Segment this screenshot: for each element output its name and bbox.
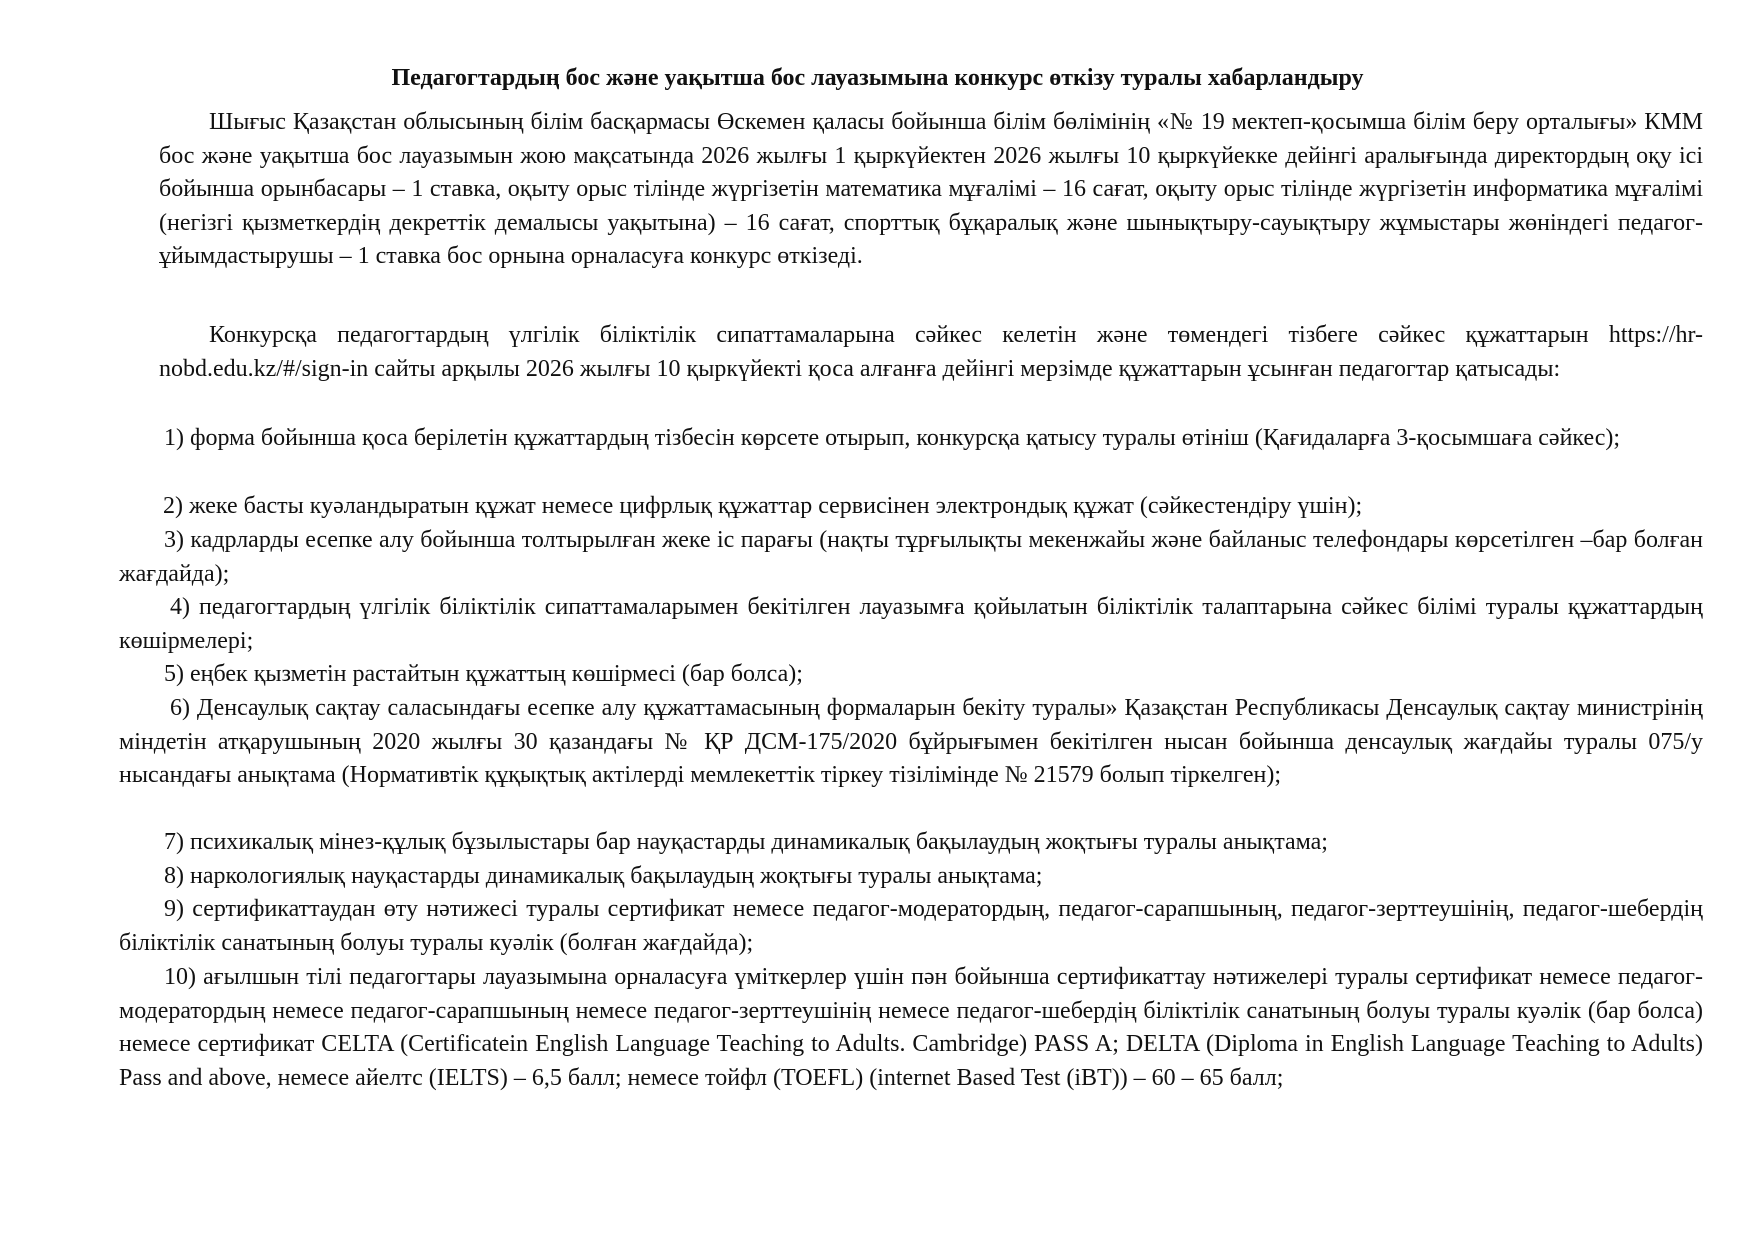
list-item: 4) педагогтардың үлгілік біліктілік сипаттамаларымен бекітілген лауазымға қойылатын біліктілік талаптарына сәйкес білімі туралы құжаттардың көшірмелері; — [119, 594, 1703, 654]
document-title: Педагогтардың бос және уақытша бос лауазымына конкурс өткізу туралы хабарландыру — [391, 65, 1364, 91]
list-item: 10) ағылшын тілі педагогтары лауазымына орналасуға үміткерлер үшін пән бойынша сертификаттау нәтижелері туралы сертификат немесе педагог-модератордың немесе педагог-сарапшының немесе педагог-зерттеушінің немесе педагог-шебердің біліктілік санатының болуы туралы куәлік (бар болса) немесе сертификат CELTA (Certificatein English Language Teaching to Adults. Cambridge) PASS A; DELTA (Diploma in English Language Teaching to Adults) Pass and above, немесе айелтс (IELTS) – 6,5 балл; немесе тойфл (TOEFL) (internet Based Test (iBT)) – 60 – 65 балл; — [119, 964, 1703, 1091]
list-item: 1) форма бойынша қоса берілетін құжаттардың тізбесін көрсете отырып, конкурсқа қатысу туралы өтініш (Қағидаларға 3-қосымшаға сәйкес); — [164, 425, 1621, 451]
list-item: 7) психикалық мінез-құлық бұзылыстары бар науқастарды динамикалық бақылаудың жоқтығы туралы анықтама; — [164, 829, 1328, 855]
list-item: 6) Денсаулық сақтау саласындағы есепке алу құжаттамасының формаларын бекіту туралы» Қазақстан Республикасы Денсаулық сақтау министрінің міндетін атқарушының 2020 жылғы 30 қазандағы № ҚР ДСМ-175/2020 бұйрығымен бекітілген нысан бойынша денсаулық жағдайы туралы 075/у нысандағы анықтама (Нормативтік құқықтық актілерді мемлекеттік тіркеу тізілімінде № 21579 болып тіркелген); — [119, 695, 1703, 789]
list-item: 8) наркологиялық науқастарды динамикалық бақылаудың жоқтығы туралы анықтама; — [164, 863, 1043, 889]
list-item: 5) еңбек қызметін растайтын құжаттың көшірмесі (бар болса); — [164, 661, 803, 687]
participants-paragraph: Конкурсқа педагогтардың үлгілік біліктілік сипаттамаларына сәйкес келетін және төмендегі тізбеге сәйкес құжаттарын https://hr-nobd.edu.kz/#/sign-in сайты арқылы 2026 жылғы 10 қыркүйекті қоса алғанға дейінгі мерзімде құжаттарын ұсынған педагогтар қатысады: — [159, 322, 1703, 382]
list-item: 3) кадрларды есепке алу бойынша толтырылған жеке іс парағы (нақты тұрғылықты мекенжайы және байланыс телефондары көрсетілген –бар болған жағдайда); — [119, 527, 1703, 587]
list-item: 2) жеке басты куәландыратын құжат немесе цифрлық құжаттар сервисінен электрондық құжат (сәйкестендіру үшін); — [163, 493, 1363, 519]
list-item: 9) сертификаттаудан өту нәтижесі туралы сертификат немесе педагог-модератордың, педагог-сарапшының, педагог-зерттеушінің, педагог-шебердің біліктілік санатының болуы туралы куәлік (болған жағдайда); — [119, 896, 1703, 956]
intro-paragraph: Шығыс Қазақстан облысының білім басқармасы Өскемен қаласы бойынша білім бөлімінің «№ 19 мектеп-қосымша білім беру орталығы» КММ бос және уақытша бос лауазымын жою мақсатында 2026 жылғы 1 қыркүйектен 2026 жылғы 10 қыркүйекке дейінгі аралығында директордың оқу ісі бойынша орынбасары – 1 ставка, оқыту орыс тілінде жүргізетін математика мұғалімі – 16 сағат, оқыту орыс тілінде жүргізетін информатика мұғалімі (негізгі қызметкердің декреттік демалысы уақытына) – 16 сағат, спорттық бұқаралық және шынықтыру-сауықтыру жұмыстары жөніндегі педагог-ұйымдастырушы – 1 ставка бос орнына орналасуға конкурс өткізеді. — [159, 109, 1703, 270]
